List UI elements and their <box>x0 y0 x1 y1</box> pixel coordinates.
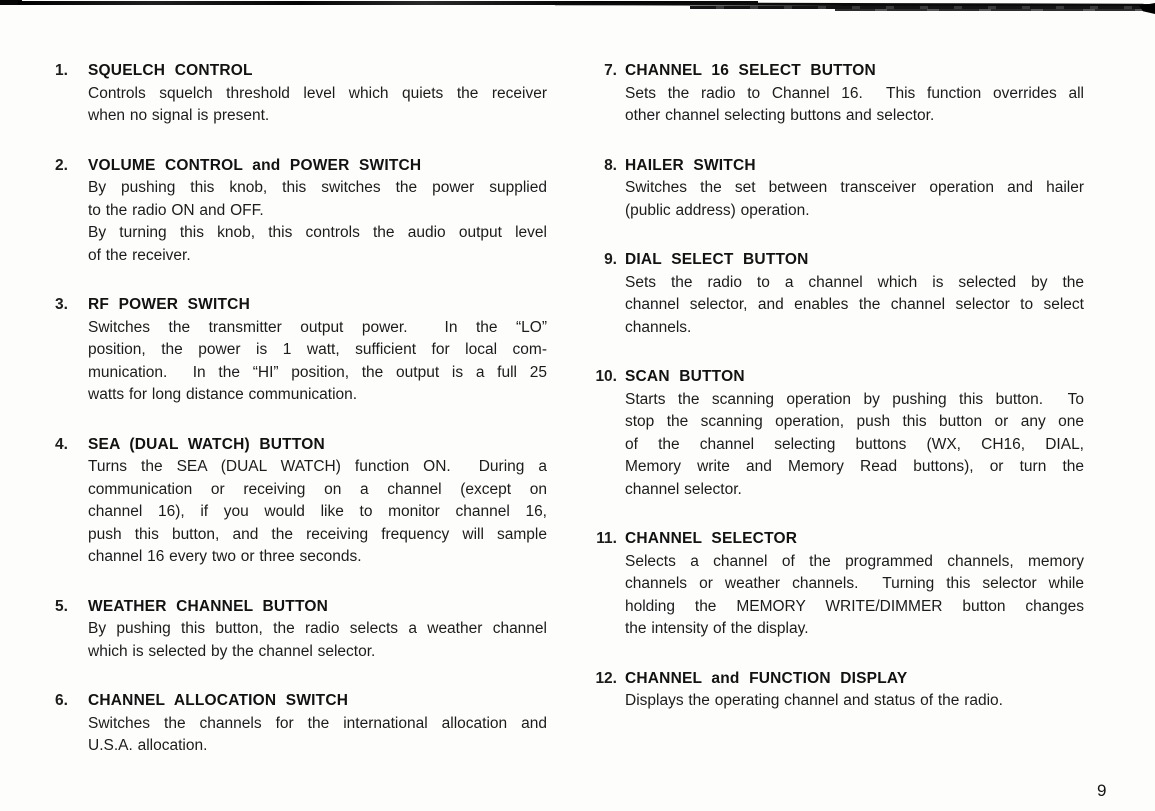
text-line: when no signal is present. <box>88 107 270 124</box>
manual-item <box>592 366 1084 501</box>
item-content <box>88 60 547 128</box>
manual-item <box>55 596 547 664</box>
item-content <box>88 596 547 664</box>
text-line: of the receiver. <box>88 246 191 264</box>
manual-item <box>55 155 547 268</box>
item-title: VOLUME CONTROL and POWER SWITCH <box>88 156 422 174</box>
manual-item <box>592 60 1084 128</box>
item-title: WEATHER CHANNEL BUTTON <box>88 597 329 615</box>
text-line: holding the MEMORY WRITE/DIMMER button changes <box>625 597 1084 615</box>
item-paragraph <box>625 177 1084 222</box>
text-line: By turning this knob, this controls the audio output level <box>88 224 547 241</box>
item-title: SEA (DUAL WATCH) BUTTON <box>88 435 325 453</box>
manual-item <box>55 294 547 407</box>
text-line: channel selector. <box>625 480 742 498</box>
manual-item <box>55 690 547 758</box>
item-paragraph <box>88 618 547 663</box>
text-line: Turns the SEA (DUAL WATCH) function ON. During a <box>88 458 547 475</box>
item-title: CHANNEL ALLOCATION SWITCH <box>88 692 349 709</box>
item-paragraph <box>88 83 547 128</box>
manual-item <box>55 60 547 128</box>
item-paragraph <box>625 389 1084 502</box>
item-paragraph <box>88 177 547 222</box>
text-line: Controls squelch threshold level which quiets the receiver <box>88 84 547 102</box>
item-content <box>88 294 547 407</box>
item-number: 7. <box>604 62 617 79</box>
text-line: channel 16), if you would like to monitor channel 16, <box>88 503 547 520</box>
text-line: channels or weather channels. Turning this selector while <box>625 575 1084 592</box>
item-number: 2. <box>55 156 68 174</box>
text-line: channels. <box>625 318 692 336</box>
text-line: communication or receiving on a channel (except on <box>88 480 547 498</box>
item-number: 8. <box>604 156 617 174</box>
manual-item <box>592 528 1084 641</box>
text-line: (public address) operation. <box>625 201 810 219</box>
item-paragraph <box>625 272 1084 340</box>
scan-mark <box>835 9 1155 11</box>
item-content <box>88 155 547 268</box>
text-line: Switches the transmitter output power. In the “LO” <box>88 318 547 336</box>
manual-item <box>592 668 1084 713</box>
item-title: RF POWER SWITCH <box>88 296 250 313</box>
item-content <box>625 155 1084 223</box>
text-line: Displays the operating channel and status of the radio. <box>625 692 1003 709</box>
item-paragraph <box>625 690 1084 713</box>
left-column <box>55 60 547 785</box>
item-title: CHANNEL 16 SELECT BUTTON <box>625 62 876 79</box>
right-column <box>592 60 1084 740</box>
item-paragraph <box>625 551 1084 641</box>
text-line: U.S.A. allocation. <box>88 737 208 754</box>
item-content <box>88 434 547 569</box>
text-line: position, the power is 1 watt, sufficient for local com- <box>88 341 547 358</box>
text-line: watts for long distance communication. <box>88 386 358 403</box>
text-line: the intensity of the display. <box>625 620 809 637</box>
item-number: 9. <box>604 251 617 268</box>
item-content <box>625 249 1084 339</box>
text-line: push this button, and the receiving frequency will sample <box>88 525 547 543</box>
item-title: SQUELCH CONTROL <box>88 62 253 79</box>
manual-item <box>55 434 547 569</box>
item-number: 1. <box>55 62 68 79</box>
manual-item <box>592 249 1084 339</box>
text-line: other channel selecting buttons and selector. <box>625 107 935 124</box>
item-paragraph <box>625 83 1084 128</box>
item-title: SCAN BUTTON <box>625 368 745 385</box>
text-line: Sets the radio to Channel 16. This function overrides all <box>625 84 1084 102</box>
text-line: Switches the set between transceiver operation and hailer <box>625 179 1084 196</box>
page-number: 9 <box>1097 781 1107 800</box>
item-title: DIAL SELECT BUTTON <box>625 251 809 268</box>
item-paragraph <box>88 222 547 267</box>
item-title: CHANNEL SELECTOR <box>625 530 798 547</box>
item-content <box>625 668 1084 713</box>
item-content <box>625 60 1084 128</box>
item-number: 6. <box>55 692 68 709</box>
item-number: 3. <box>55 296 68 313</box>
text-line: which is selected by the channel selector. <box>88 642 376 660</box>
item-paragraph <box>88 456 547 569</box>
item-content <box>625 528 1084 641</box>
item-title: HAILER SWITCH <box>625 156 756 174</box>
item-paragraph <box>88 317 547 407</box>
text-line: Selects a channel of the programmed channels, memory <box>625 552 1084 570</box>
text-line: stop the scanning operation, push this button or any one <box>625 413 1084 430</box>
text-line: Switches the channels for the international allocation and <box>88 714 547 732</box>
item-number: 11. <box>596 530 617 547</box>
scan-edge-artifact <box>0 0 1155 18</box>
text-line: munication. In the “HI” position, the output is a full 25 <box>88 363 547 381</box>
item-number: 12. <box>595 669 617 687</box>
item-number: 5. <box>55 597 68 615</box>
text-line: Sets the radio to a channel which is selected by the <box>625 273 1084 291</box>
item-title: CHANNEL and FUNCTION DISPLAY <box>625 669 908 687</box>
text-line: of the channel selecting buttons (WX, CH16, DIAL, <box>625 435 1084 453</box>
item-content <box>88 690 547 758</box>
text-line: channel 16 every two or three seconds. <box>88 548 362 565</box>
text-line: By pushing this button, the radio selects a weather channel <box>88 620 547 637</box>
text-line: Starts the scanning operation by pushing this button. To <box>625 390 1084 408</box>
text-line: By pushing this knob, this switches the power supplied <box>88 179 547 196</box>
manual-item <box>592 155 1084 223</box>
text-line: to the radio ON and OFF. <box>88 201 264 219</box>
item-content <box>625 366 1084 501</box>
item-number: 4. <box>55 435 68 453</box>
text-line: Memory write and Memory Read buttons), or turn the <box>625 458 1084 475</box>
text-line: channel selector, and enables the channel selector to select <box>625 296 1084 313</box>
item-number: 10. <box>595 368 617 385</box>
item-paragraph <box>88 713 547 758</box>
